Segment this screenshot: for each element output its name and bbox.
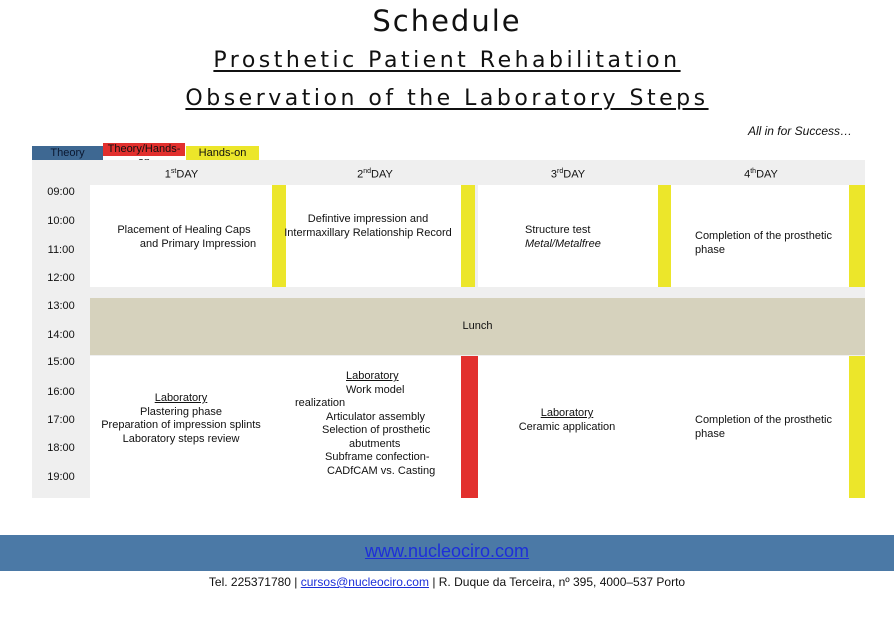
- hands-on-bar: [658, 185, 672, 287]
- theory-hands-on-bar: [461, 356, 478, 498]
- morning-text-day4: Completion of the prosthetic phase: [695, 230, 832, 256]
- time-label: 15:00: [47, 356, 75, 368]
- time-label: 10:00: [47, 215, 75, 227]
- legend-theory: Theory: [32, 146, 103, 160]
- morning-text-day2: Defintive impression and Intermaxillary Relationship Record: [284, 213, 452, 239]
- time-label: 09:00: [47, 186, 75, 198]
- morning-text-day1: Placement of Healing Caps and Primary Impression: [117, 224, 257, 250]
- day-header-2: 2ndDAY: [357, 168, 393, 181]
- day-header-1: 1stDAY: [164, 168, 199, 181]
- time-label: 16:00: [47, 386, 75, 398]
- time-label: 18:00: [47, 442, 75, 454]
- legend-theory-hands-on: Theory/Hands-: [103, 143, 185, 156]
- time-label: 12:00: [47, 272, 75, 284]
- subtitle-2: Observation of the Laboratory Steps: [185, 86, 709, 111]
- email-link[interactable]: cursos@nucleociro.com: [300, 575, 429, 589]
- time-label: 17:00: [47, 414, 75, 426]
- time-label: 13:00: [47, 300, 75, 312]
- hands-on-bar: [849, 185, 865, 287]
- afternoon-text-day2: Laboratory Work model realization Articulator assembly Selection of prosthetic abutments Subframe confection- CADfCAM vs. Casting: [295, 370, 436, 477]
- contact-line: Tel. 225371780 | cursos@nucleociro.com | R. Duque da Terceira, nº 395, 4000–537 Porto: [208, 575, 686, 589]
- subtitle-1: Prosthetic Patient Rehabilitation: [213, 48, 681, 73]
- afternoon-text-day4: Completion of the prosthetic phase: [695, 414, 832, 440]
- day-header-4: 4thDAY: [744, 168, 778, 181]
- day-header-3: 3rdDAY: [550, 168, 586, 181]
- hands-on-bar: [461, 185, 475, 287]
- time-label: 11:00: [47, 244, 75, 256]
- tagline: All in for Success…: [747, 124, 852, 138]
- time-label: 19:00: [47, 471, 75, 483]
- page-title: Schedule: [372, 4, 522, 38]
- website-link[interactable]: www.nucleociro.com: [364, 541, 530, 561]
- afternoon-text-day1: Laboratory Plastering phase Preparation of impression splints Laboratory steps review: [101, 392, 261, 445]
- time-label: 14:00: [47, 329, 75, 341]
- hands-on-bar: [849, 356, 865, 498]
- legend-hands-on: Hands-on: [186, 146, 259, 160]
- morning-text-day3: Structure test Metal/Metalfree: [525, 224, 601, 250]
- afternoon-text-day3: Laboratory Ceramic application: [518, 407, 616, 433]
- lunch-band: Lunch: [90, 298, 865, 355]
